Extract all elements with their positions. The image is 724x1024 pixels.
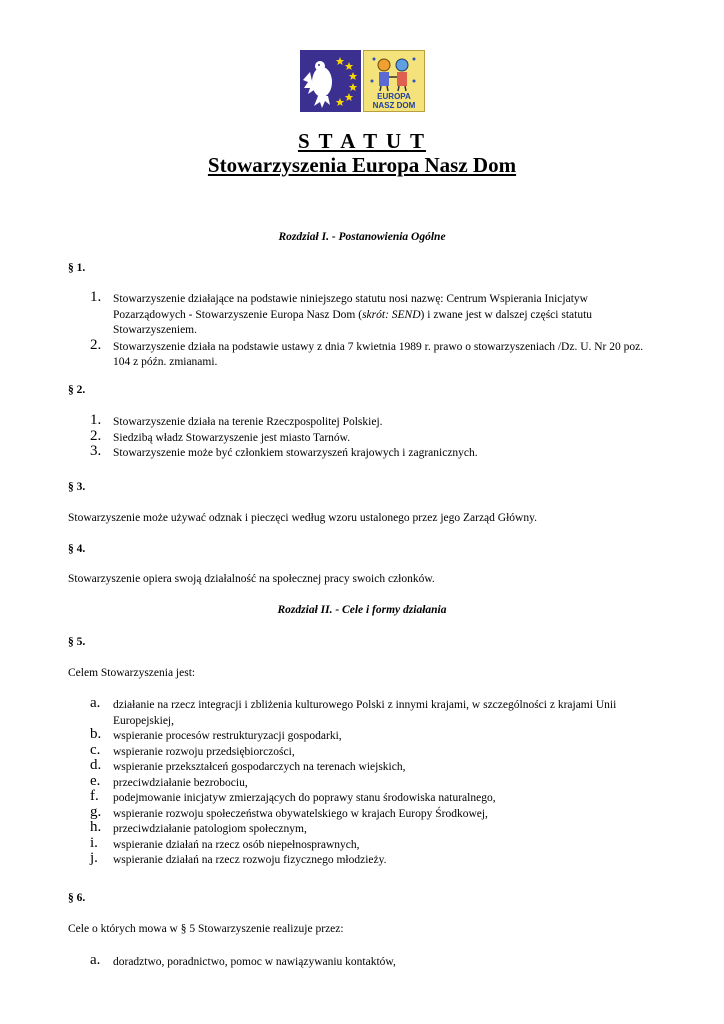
section-3-text: Stowarzyszenie może używać odznak i pieczęci według wzoru ustalonego przez jego Zarząd Główny. [68,512,537,524]
eagle-stars-icon [300,50,361,112]
logo-text-line2: NASZ DOM [372,101,416,110]
section-6-list [90,952,653,971]
list-item: g. wspieranie rozwoju społeczeństwa obywatelskiego w krajach Europy Środkowej, [90,803,488,820]
list-item: 1. Stowarzyszenie działające na podstawie niniejszego statutu nosi nazwę: Centrum Wspierania Inicjatyw Pozarządowych - Stowarzyszenie Europa Nasz Dom (skrót: SEND) i zwane jest w dalszej części statutu Stowarzyszeniem. [90,289,593,336]
section-1-list [90,289,653,371]
europa-nasz-dom-logo [363,50,425,112]
chapter-1-heading: Rozdział I. - Postanowienia Ogólne [278,231,446,243]
list-item: h. przeciwdziałanie patologiom społecznym, [90,819,307,835]
list-item: a. działanie na rzecz integracji i zbliżenia kulturowego Polski z innymi krajami, w szczególności z krajami Unii Europejskiej, [90,695,617,727]
list-item: f. podejmowanie inicjatyw zmierzających do poprawy stanu środowiska naturalnego, [90,788,496,804]
list-item: 2. Stowarzyszenie działa na podstawie ustawy z dnia 7 kwietnia 1989 r. prawo o stowarzyszeniach /Dz. U. Nr 20 poz. 104 z późn. zmianami. [90,336,644,368]
children-drawing-icon [364,51,424,111]
section-5-label: § 5. [68,636,86,648]
list-item: 2. Siedzibą władz Stowarzyszenie jest miasto Tarnów. [90,427,351,444]
list-item: e. przeciwdziałanie bezrobociu, [90,772,248,789]
section-2-label: § 2. [68,384,86,396]
list-item: d. wspieranie przekształceń gospodarczych na terenach wiejskich, [90,757,406,773]
list-item: 1. Stowarzyszenie działa na terenie Rzeczpospolitej Polskiej. [90,412,383,428]
list-item: b. wspieranie procesów restrukturyzacji gospodarki, [90,726,342,742]
section-6-label: § 6. [68,892,86,904]
list-marker: 1. [90,289,102,305]
section-6-intro: Cele o których mowa w § 5 Stowarzyszenie realizuje przez: [68,923,344,935]
chapter-2-heading: Rozdział II. - Cele i formy działania [277,604,447,616]
list-marker: 2. [90,336,102,353]
eu-eagle-logo [300,50,361,112]
logo-text-line1: EUROPA [377,92,411,101]
list-item: i. wspieranie działań na rzecz osób niepełnosprawnych, [90,834,360,851]
section-2-list [90,412,653,462]
list-item: a. doradztwo, poradnictwo, pomoc w nawiązywaniu kontaktów, [90,952,396,968]
document-title: S T A T U T [297,129,427,153]
header-logos [300,50,426,112]
section-5-list [90,695,653,869]
list-item: j. wspieranie działań na rzecz rozwoju fizycznego młodzieży. [90,850,387,866]
section-4-label: § 4. [68,543,86,555]
section-3-label: § 3. [68,481,86,493]
section-1-label: § 1. [68,262,86,274]
section-5-intro: Celem Stowarzyszenia jest: [68,667,196,679]
list-item: 3. Stowarzyszenie może być członkiem stowarzyszeń krajowych i zagranicznych. [90,443,478,459]
list-item: c. wspieranie rozwoju przedsiębiorczości, [90,741,295,758]
document-subtitle: Stowarzyszenia Europa Nasz Dom [207,153,517,177]
section-4-text: Stowarzyszenie opiera swoją działalność na społecznej pracy swoich członków. [68,573,435,585]
